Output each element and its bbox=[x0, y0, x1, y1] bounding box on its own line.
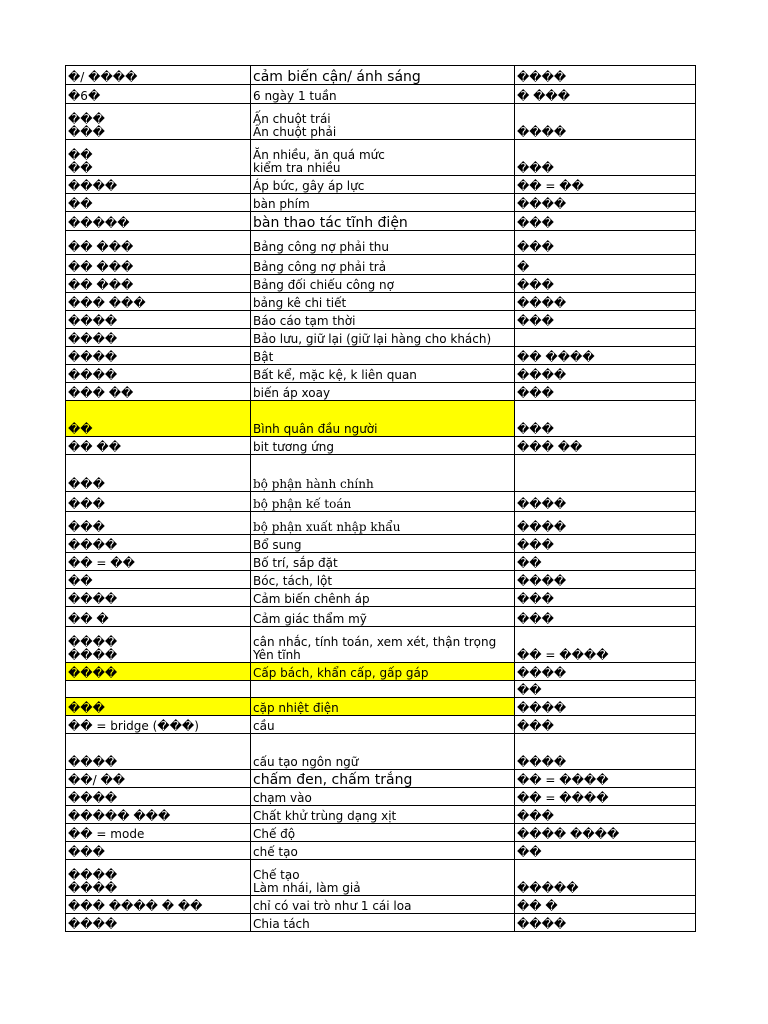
cell-c2 bbox=[251, 663, 515, 681]
cell-text: bảng kê chi tiết bbox=[253, 296, 347, 310]
cell-c1 bbox=[66, 66, 251, 85]
cell-text: ���� bbox=[517, 520, 567, 534]
cell-text: ��� bbox=[517, 386, 554, 400]
table-row bbox=[66, 176, 696, 194]
cell-c2 bbox=[251, 401, 515, 437]
table-row bbox=[66, 437, 696, 455]
cell-c1 bbox=[66, 698, 251, 716]
cell-c3 bbox=[515, 85, 696, 104]
cell-text: cấu tạo ngôn ngữ bbox=[253, 755, 359, 769]
cell-text: bộ phận kế toán bbox=[253, 497, 352, 511]
cell-c1 bbox=[66, 104, 251, 140]
cell-text: ��� bbox=[517, 422, 554, 436]
cell-text: ���� bbox=[517, 296, 567, 310]
cell-c3 bbox=[515, 255, 696, 275]
cell-c2 bbox=[251, 455, 515, 492]
cell-text: cân nhắc, tính toán, xem xét, thận trọng bbox=[253, 635, 497, 649]
cell-c2 bbox=[251, 275, 515, 293]
cell-c3 bbox=[515, 896, 696, 914]
cell-text: �� bbox=[68, 422, 93, 436]
cell-c2 bbox=[251, 698, 515, 716]
table-row bbox=[66, 716, 696, 734]
cell-text: biến áp xoay bbox=[253, 386, 331, 400]
cell-c3 bbox=[515, 734, 696, 770]
cell-text: bộ phận hành chính bbox=[253, 477, 374, 491]
cell-c2 bbox=[251, 66, 515, 85]
table-row bbox=[66, 383, 696, 401]
table-row bbox=[66, 770, 696, 788]
cell-text: ���� bbox=[68, 314, 118, 328]
cell-text: �� = mode bbox=[68, 827, 145, 841]
cell-text: ��� bbox=[517, 278, 554, 292]
cell-c1 bbox=[66, 347, 251, 365]
cell-c2 bbox=[251, 347, 515, 365]
table-row bbox=[66, 194, 696, 212]
cell-c1 bbox=[66, 231, 251, 255]
cell-text: ���� bbox=[517, 701, 567, 715]
cell-text: ���� bbox=[517, 917, 567, 931]
cell-c3 bbox=[515, 194, 696, 212]
cell-c1 bbox=[66, 553, 251, 571]
table-row bbox=[66, 85, 696, 104]
cell-text: ��� bbox=[68, 477, 105, 491]
cell-text: �� = ���� bbox=[517, 791, 609, 805]
cell-text: ��� bbox=[68, 497, 105, 511]
cell-c2 bbox=[251, 194, 515, 212]
cell-text: �� bbox=[517, 556, 542, 570]
cell-text: ��� bbox=[517, 216, 554, 230]
cell-c3 bbox=[515, 104, 696, 140]
cell-c2 bbox=[251, 535, 515, 553]
cell-c3 bbox=[515, 455, 696, 492]
cell-c2 bbox=[251, 553, 515, 571]
cell-c1 bbox=[66, 535, 251, 553]
cell-text: � bbox=[517, 260, 530, 274]
table-row bbox=[66, 589, 696, 607]
cell-c3 bbox=[515, 627, 696, 663]
cell-c1 bbox=[66, 401, 251, 437]
cell-text: ���� bbox=[68, 791, 118, 805]
cell-c3 bbox=[515, 914, 696, 932]
cell-text: Bảng công nợ phải trả bbox=[253, 260, 387, 274]
cell-text: �� = bridge (���) bbox=[68, 719, 199, 733]
cell-text: chỉ có vai trò như 1 cái loa bbox=[253, 899, 412, 913]
cell-text: �� ��� bbox=[68, 240, 134, 254]
cell-text: Cảm biến chênh áp bbox=[253, 592, 370, 606]
cell-c3 bbox=[515, 492, 696, 512]
cell-text: ��� bbox=[517, 592, 554, 606]
cell-c3 bbox=[515, 329, 696, 347]
cell-text: ���� bbox=[68, 881, 118, 895]
cell-text: �� = ���� bbox=[517, 773, 609, 787]
table-row bbox=[66, 212, 696, 231]
cell-text: �� = �� bbox=[517, 179, 584, 193]
cell-text: chế tạo bbox=[253, 845, 298, 859]
cell-text: cặp nhiệt điện bbox=[253, 701, 339, 715]
cell-text: ���� bbox=[68, 368, 118, 382]
cell-c2 bbox=[251, 140, 515, 176]
cell-text: Bố trí, sắp đặt bbox=[253, 556, 338, 570]
cell-text: cảm biến cận/ ánh sáng bbox=[253, 69, 421, 85]
table-row bbox=[66, 607, 696, 627]
cell-text: ���� bbox=[68, 666, 118, 680]
cell-c1 bbox=[66, 383, 251, 401]
cell-c3 bbox=[515, 311, 696, 329]
cell-c2 bbox=[251, 329, 515, 347]
cell-text: Bảo lưu, giữ lại (giữ lại hàng cho khách) bbox=[253, 332, 492, 346]
cell-c2 bbox=[251, 311, 515, 329]
cell-text: ��� bbox=[517, 240, 554, 254]
cell-text: ����� ��� bbox=[68, 809, 171, 823]
table-row bbox=[66, 698, 696, 716]
cell-c2 bbox=[251, 716, 515, 734]
cell-c2 bbox=[251, 842, 515, 860]
cell-text: ��/ �� bbox=[68, 773, 126, 787]
cell-c3 bbox=[515, 663, 696, 681]
cell-c3 bbox=[515, 788, 696, 806]
table-row bbox=[66, 329, 696, 347]
cell-c1 bbox=[66, 734, 251, 770]
cell-c3 bbox=[515, 365, 696, 383]
cell-c2 bbox=[251, 176, 515, 194]
cell-c2 bbox=[251, 788, 515, 806]
table-row bbox=[66, 914, 696, 932]
cell-text: ��� ��� bbox=[68, 296, 146, 310]
cell-text: ���� bbox=[517, 125, 567, 139]
cell-c3 bbox=[515, 231, 696, 255]
table-row bbox=[66, 571, 696, 589]
cell-c1 bbox=[66, 607, 251, 627]
cell-c2 bbox=[251, 734, 515, 770]
table-row bbox=[66, 535, 696, 553]
table-row bbox=[66, 663, 696, 681]
cell-c2 bbox=[251, 512, 515, 535]
cell-text: ��� bbox=[517, 719, 554, 733]
cell-c3 bbox=[515, 824, 696, 842]
cell-text: bàn phím bbox=[253, 197, 310, 211]
cell-c1 bbox=[66, 329, 251, 347]
cell-c1 bbox=[66, 806, 251, 824]
cell-text: Ấn chuột trái bbox=[253, 112, 331, 126]
cell-text: ��� bbox=[68, 520, 105, 534]
table-row bbox=[66, 365, 696, 383]
table-row bbox=[66, 681, 696, 698]
cell-text: �� = �� bbox=[68, 556, 135, 570]
cell-c1 bbox=[66, 275, 251, 293]
cell-c1 bbox=[66, 824, 251, 842]
cell-text: bộ phận xuất nhập khẩu bbox=[253, 520, 401, 534]
cell-text: ���� bbox=[68, 538, 118, 552]
cell-c3 bbox=[515, 698, 696, 716]
cell-c1 bbox=[66, 770, 251, 788]
cell-text: Cảm giác thẩm mỹ bbox=[253, 612, 367, 626]
cell-c3 bbox=[515, 571, 696, 589]
cell-text: bàn thao tác tĩnh điện bbox=[253, 215, 408, 231]
cell-text: kiểm tra nhiều bbox=[253, 161, 341, 175]
cell-c1 bbox=[66, 140, 251, 176]
cell-text: �� � bbox=[68, 612, 109, 626]
cell-text: �� bbox=[68, 161, 93, 175]
cell-c1 bbox=[66, 589, 251, 607]
cell-c3 bbox=[515, 716, 696, 734]
cell-c2 bbox=[251, 212, 515, 231]
cell-text: chạm vào bbox=[253, 791, 312, 805]
table-row bbox=[66, 401, 696, 437]
cell-c3 bbox=[515, 806, 696, 824]
cell-c3 bbox=[515, 66, 696, 85]
table-row bbox=[66, 66, 696, 85]
table-row bbox=[66, 824, 696, 842]
cell-c2 bbox=[251, 293, 515, 311]
cell-c2 bbox=[251, 365, 515, 383]
cell-c3 bbox=[515, 140, 696, 176]
cell-c1 bbox=[66, 365, 251, 383]
cell-text: ���� bbox=[517, 197, 567, 211]
table-row bbox=[66, 896, 696, 914]
cell-c1 bbox=[66, 255, 251, 275]
table-row bbox=[66, 512, 696, 535]
table-row bbox=[66, 104, 696, 140]
cell-text: ���� bbox=[517, 70, 567, 84]
table-row bbox=[66, 806, 696, 824]
cell-text: ���� bbox=[68, 332, 118, 346]
cell-text: ��� bbox=[517, 809, 554, 823]
cell-text: �� � bbox=[517, 899, 558, 913]
cell-text: �� bbox=[68, 197, 93, 211]
table-row bbox=[66, 347, 696, 365]
cell-c1 bbox=[66, 914, 251, 932]
cell-text: ��� bbox=[68, 125, 105, 139]
cell-text: �� bbox=[517, 845, 542, 859]
cell-text: ���� bbox=[517, 497, 567, 511]
cell-text: Cấp bách, khẩn cấp, gấp gáp bbox=[253, 666, 429, 680]
cell-c2 bbox=[251, 571, 515, 589]
cell-text: ��� ���� � �� bbox=[68, 899, 203, 913]
cell-c1 bbox=[66, 716, 251, 734]
table-row bbox=[66, 553, 696, 571]
table-row bbox=[66, 255, 696, 275]
cell-c3 bbox=[515, 681, 696, 698]
cell-c3 bbox=[515, 212, 696, 231]
cell-c1 bbox=[66, 896, 251, 914]
table-row bbox=[66, 311, 696, 329]
table-row bbox=[66, 860, 696, 896]
cell-c3 bbox=[515, 347, 696, 365]
cell-text: �6� bbox=[68, 89, 101, 103]
cell-text: ���� bbox=[68, 350, 118, 364]
cell-text: Chất khử trùng dạng xịt bbox=[253, 809, 397, 823]
cell-c3 bbox=[515, 607, 696, 627]
cell-c2 bbox=[251, 255, 515, 275]
cell-c2 bbox=[251, 824, 515, 842]
cell-text: ���� bbox=[517, 368, 567, 382]
cell-c3 bbox=[515, 535, 696, 553]
cell-text: � ��� bbox=[517, 89, 571, 103]
table-row bbox=[66, 842, 696, 860]
cell-text: Chế độ bbox=[253, 827, 296, 841]
cell-text: Ăn nhiều, ăn quá mức bbox=[253, 148, 385, 162]
cell-c1 bbox=[66, 311, 251, 329]
cell-text: ��� bbox=[517, 314, 554, 328]
cell-c2 bbox=[251, 914, 515, 932]
cell-c1 bbox=[66, 492, 251, 512]
cell-text: chấm đen, chấm trắng bbox=[253, 772, 413, 788]
cell-c2 bbox=[251, 85, 515, 104]
cell-text: ���� bbox=[68, 179, 118, 193]
cell-c1 bbox=[66, 176, 251, 194]
table-body bbox=[66, 66, 696, 932]
cell-text: ��� �� bbox=[68, 386, 134, 400]
cell-text: Bảng công nợ phải thu bbox=[253, 240, 390, 254]
cell-c2 bbox=[251, 770, 515, 788]
cell-c3 bbox=[515, 512, 696, 535]
cell-c1 bbox=[66, 842, 251, 860]
cell-c2 bbox=[251, 231, 515, 255]
cell-c2 bbox=[251, 607, 515, 627]
cell-text: ��� bbox=[517, 538, 554, 552]
cell-text: ��� bbox=[68, 701, 105, 715]
cell-c3 bbox=[515, 437, 696, 455]
cell-c3 bbox=[515, 275, 696, 293]
cell-c2 bbox=[251, 896, 515, 914]
cell-text: Yên tĩnh bbox=[253, 648, 301, 662]
cell-text: ���� bbox=[68, 917, 118, 931]
cell-text: ���� bbox=[68, 592, 118, 606]
cell-text: Làm nhái, làm giả bbox=[253, 881, 361, 895]
cell-c3 bbox=[515, 383, 696, 401]
cell-text: ����� bbox=[517, 881, 579, 895]
table-row bbox=[66, 788, 696, 806]
cell-text: �/ ���� bbox=[68, 70, 138, 84]
cell-c3 bbox=[515, 770, 696, 788]
cell-c3 bbox=[515, 553, 696, 571]
cell-text: ��� bbox=[68, 112, 105, 126]
cell-text: 6 ngày 1 tuần bbox=[253, 89, 337, 103]
cell-text: Bóc, tách, lột bbox=[253, 574, 333, 588]
table-row bbox=[66, 492, 696, 512]
cell-text: ���� bbox=[517, 574, 567, 588]
cell-text: ����� bbox=[68, 216, 130, 230]
cell-text: Bảng đối chiếu công nợ bbox=[253, 278, 394, 292]
cell-c3 bbox=[515, 860, 696, 896]
cell-text: Bất kể, mặc kệ, k liên quan bbox=[253, 368, 417, 382]
cell-c2 bbox=[251, 589, 515, 607]
cell-c3 bbox=[515, 842, 696, 860]
cell-text: cầu bbox=[253, 719, 275, 733]
cell-text: ���� bbox=[517, 755, 567, 769]
cell-text: �� �� bbox=[68, 440, 122, 454]
cell-c1 bbox=[66, 455, 251, 492]
cell-c3 bbox=[515, 401, 696, 437]
cell-c1 bbox=[66, 571, 251, 589]
cell-c2 bbox=[251, 492, 515, 512]
cell-text: �� ���� bbox=[517, 350, 595, 364]
cell-text: ���� bbox=[68, 868, 118, 882]
cell-c3 bbox=[515, 293, 696, 311]
cell-text: ���� ���� bbox=[517, 827, 620, 841]
cell-c2 bbox=[251, 860, 515, 896]
cell-text: bit tương ứng bbox=[253, 440, 334, 454]
cell-text: Áp bức, gây áp lực bbox=[253, 179, 365, 193]
cell-c1 bbox=[66, 627, 251, 663]
cell-c1 bbox=[66, 212, 251, 231]
cell-c2 bbox=[251, 383, 515, 401]
cell-text: Báo cáo tạm thời bbox=[253, 314, 356, 328]
table-row bbox=[66, 275, 696, 293]
cell-c2 bbox=[251, 437, 515, 455]
table-row bbox=[66, 293, 696, 311]
cell-c2 bbox=[251, 104, 515, 140]
cell-c2 bbox=[251, 681, 515, 698]
cell-c1 bbox=[66, 85, 251, 104]
table-row bbox=[66, 231, 696, 255]
cell-c2 bbox=[251, 627, 515, 663]
cell-text: ��� bbox=[68, 845, 105, 859]
cell-text: �� ��� bbox=[68, 278, 134, 292]
cell-c2 bbox=[251, 806, 515, 824]
cell-c1 bbox=[66, 663, 251, 681]
cell-text: �� bbox=[68, 574, 93, 588]
cell-c3 bbox=[515, 176, 696, 194]
cell-text: �� = ���� bbox=[517, 648, 609, 662]
cell-c1 bbox=[66, 860, 251, 896]
cell-text: Bổ sung bbox=[253, 538, 302, 552]
cell-text: �� bbox=[68, 148, 93, 162]
cell-c1 bbox=[66, 681, 251, 698]
cell-c1 bbox=[66, 194, 251, 212]
vocabulary-table bbox=[65, 65, 696, 932]
cell-c1 bbox=[66, 788, 251, 806]
cell-text: �� bbox=[517, 683, 542, 697]
cell-text: Ấn chuột phải bbox=[253, 125, 337, 139]
cell-text: Chế tạo bbox=[253, 868, 300, 882]
table-row bbox=[66, 455, 696, 492]
cell-text: Bình quân đầu người bbox=[253, 422, 378, 436]
cell-c1 bbox=[66, 512, 251, 535]
cell-text: ��� bbox=[517, 612, 554, 626]
cell-text: ���� bbox=[68, 755, 118, 769]
table-row bbox=[66, 734, 696, 770]
cell-text: Bật bbox=[253, 350, 274, 364]
cell-text: ���� bbox=[517, 666, 567, 680]
cell-text: ��� �� bbox=[517, 440, 583, 454]
cell-c1 bbox=[66, 437, 251, 455]
cell-c1 bbox=[66, 293, 251, 311]
cell-text: ��� bbox=[517, 161, 554, 175]
table-row bbox=[66, 627, 696, 663]
cell-text: ���� bbox=[68, 635, 118, 649]
cell-text: �� ��� bbox=[68, 260, 134, 274]
table-row bbox=[66, 140, 696, 176]
cell-c3 bbox=[515, 589, 696, 607]
cell-text: ���� bbox=[68, 648, 118, 662]
cell-text: Chia tách bbox=[253, 917, 310, 931]
